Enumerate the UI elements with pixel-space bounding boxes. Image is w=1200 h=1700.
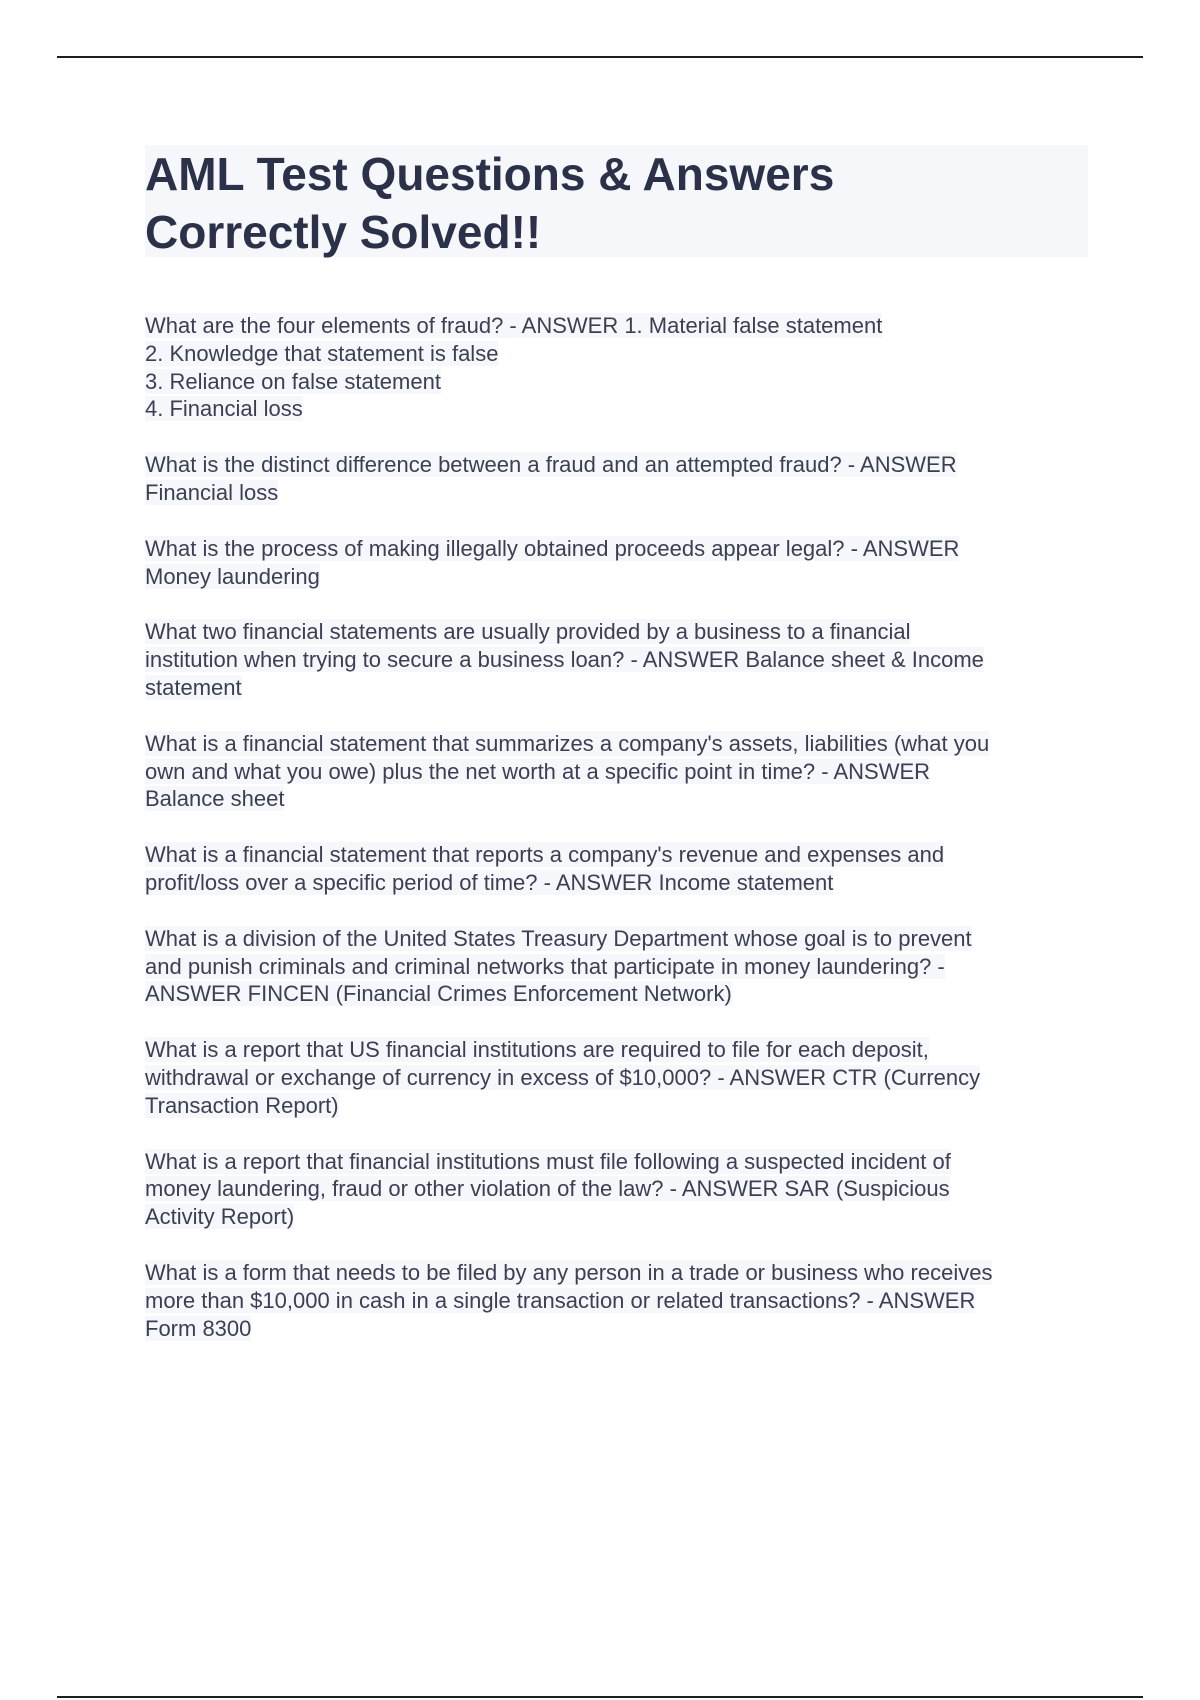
qa-line: What is a form that needs to be filed by any person in a trade or business who receives [145,1259,993,1285]
qa-line: Balance sheet [145,786,285,812]
qa-line: Activity Report) [145,1204,295,1230]
qa-line: What is a report that US financial institutions are required to file for each deposit, [145,1037,929,1063]
qa-line: What is a financial statement that summarizes a company's assets, liabilities (what you [145,730,990,756]
qa-line: profit/loss over a specific period of time? - ANSWER Income statement [145,869,834,895]
qa-line: Money laundering [145,563,320,589]
qa-line: more than $10,000 in cash in a single transaction or related transactions? - ANSWER [145,1287,976,1313]
qa-item-ctr [145,1036,1090,1119]
qa-line: money laundering, fraud or other violation of the law? - ANSWER SAR (Suspicious [145,1176,950,1202]
qa-line: What is a division of the United States Treasury Department whose goal is to prevent [145,925,972,951]
qa-line: Transaction Report) [145,1092,339,1118]
qa-line: What is a report that financial institutions must file following a suspected incident of [145,1148,951,1174]
qa-line: Financial loss [145,479,279,505]
qa-item-balance-sheet [145,730,1090,813]
page-title [145,145,1088,261]
qa-item-money-laundering [145,535,1090,591]
qa-line: What are the four elements of fraud? - ANSWER 1. Material false statement [145,313,883,338]
qa-line: What is the process of making illegally obtained proceeds appear legal? - ANSWER [145,535,960,561]
qa-line: ANSWER FINCEN (Financial Crimes Enforcement Network) [145,981,732,1007]
qa-line: own and what you owe) plus the net worth at a specific point in time? - ANSWER [145,758,931,784]
title-line: Correctly Solved!! [145,206,542,258]
qa-line: What is the distinct difference between a fraud and an attempted fraud? - ANSWER [145,452,957,478]
title-line: AML Test Questions & Answers [145,148,835,200]
qa-item-fraud-vs-attempted [145,451,1090,507]
qa-line: 4. Financial loss [145,396,303,422]
qa-item-business-loan-statements [145,618,1090,701]
qa-line: institution when trying to secure a business loan? - ANSWER Balance sheet & Income [145,647,984,673]
qa-line: and punish criminals and criminal networks that participate in money laundering? - [145,953,945,979]
bottom-rule [57,1696,1143,1698]
qa-item-fincen [145,925,1090,1008]
qa-line: What is a financial statement that reports a company's revenue and expenses and [145,842,945,868]
qa-item-income-statement [145,841,1090,897]
qa-line: Form 8300 [145,1315,252,1341]
title-block [145,145,1088,257]
top-rule [57,56,1143,58]
qa-item-fraud-elements [145,312,1090,423]
qa-item-sar [145,1148,1090,1231]
qa-line: 2. Knowledge that statement is false [145,340,499,366]
qa-item-form-8300 [145,1259,1090,1342]
qa-line: What two financial statements are usually provided by a business to a financial [145,619,911,645]
qa-list [145,312,1090,1370]
qa-line: 3. Reliance on false statement [145,368,441,394]
qa-line: statement [145,674,242,700]
qa-line: withdrawal or exchange of currency in excess of $10,000? - ANSWER CTR (Currency [145,1064,981,1090]
